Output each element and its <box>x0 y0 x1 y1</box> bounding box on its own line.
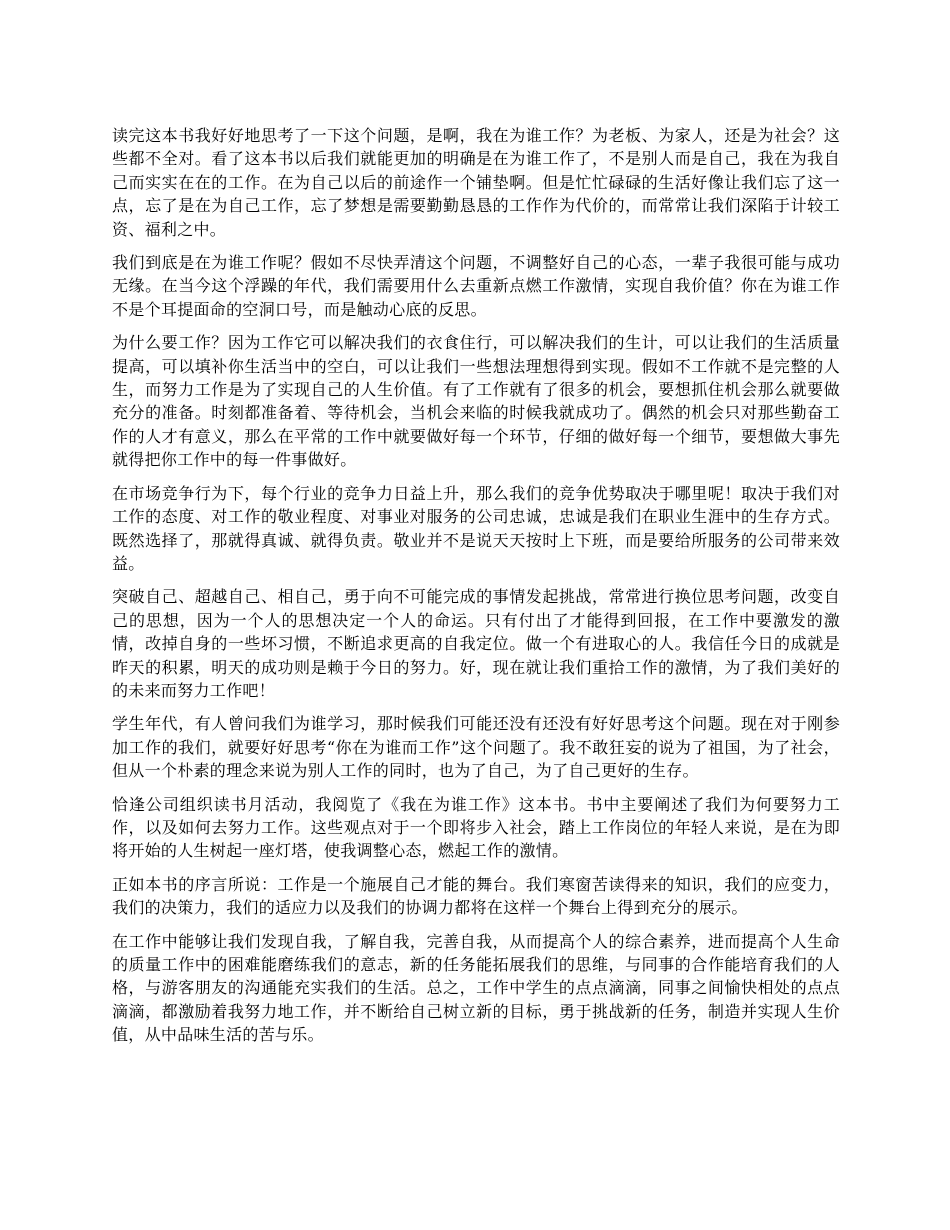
paragraph: 读完这本书我好好地思考了一下这个问题，是啊，我在为谁工作？为老板、为家人，还是为社会？这些都不全对。看了这本书以后我们就能更加的明确是在为谁工作了，不是别人而是自己，我在为我自己而实实在在的工作。在为自己以后的前途作一个铺垫啊。但是忙忙碌碌的生活好像让我们忘了这一点，忘了是在为自己工作，忘了梦想是需要勤勤恳恳的工作作为代价的，而常常让我们深陷于计较工资、福利之中。 <box>112 126 840 239</box>
paragraph: 学生年代，有人曾问我们为谁学习，那时候我们可能还没有还没有好好思考这个问题。现在对于刚参加工作的我们，就要好好思考“你在为谁而工作”这个问题了。我不敢狂妄的说为了祖国，为了社会，但从一个朴素的理念来说为别人工作的同时，也为了自己，为了自己更好的生存。 <box>112 714 840 781</box>
paragraph: 突破自己、超越自己、相自己，勇于向不可能完成的事情发起挑战，常常进行换位思考问题，改变自己的思想，因为一个人的思想决定一个人的命运。只有付出了才能得到回报，在工作中要激发的激情，改掉自身的一些坏习惯，不断追求更高的自我定位。做一个有进取心的人。我信任今日的成就是昨天的积累，明天的成功则是赖于今日的努力。好，现在就让我们重拾工作的激情，为了我们美好的的未来而努力工作吧！ <box>112 587 840 700</box>
paragraph: 在市场竞争行为下，每个行业的竞争力日益上升，那么我们的竞争优势取决于哪里呢！取决于我们对工作的态度、对工作的敬业程度、对事业对服务的公司忠诚，忠诚是我们在职业生涯中的生存方式。既然选择了，那就得真诚、就得负责。敬业并不是说天天按时上下班，而是要给所服务的公司带来效益。 <box>112 483 840 573</box>
document-body <box>112 124 840 1057</box>
paragraph: 我们到底是在为谁工作呢？假如不尽快弄清这个问题，不调整好自己的心态，一辈子我很可能与成功无缘。在当今这个浮躁的年代，我们需要用什么去重新点燃工作激情，实现自我价值？你在为谁工作不是个耳提面命的空洞口号，而是触动心底的反思。 <box>112 253 840 319</box>
paragraph: 正如本书的序言所说：工作是一个施展自己才能的舞台。我们寒窗苦读得来的知识，我们的应变力，我们的决策力，我们的适应力以及我们的协调力都将在这样一个舞台上得到充分的展示。 <box>112 874 840 918</box>
paragraph: 在工作中能够让我们发现自我，了解自我，完善自我，从而提高个人的综合素养，进而提高个人生命的质量工作中的困难能磨练我们的意志，新的任务能拓展我们的思维，与同事的合作能培育我们的人格，与游客朋友的沟通能充实我们的生活。总之，工作中学生的点点滴滴，同事之间愉快相处的点点滴滴，都激励着我努力地工作，并不断给自己树立新的目标，勇于挑战新的任务，制造并实现人生价值，从中品味生活的苦与乐。 <box>112 931 840 1045</box>
paragraph: 为什么要工作？因为工作它可以解决我们的衣食住行，可以解决我们的生计，可以让我们的生活质量提高，可以填补你生活当中的空白，可以让我们一些想法理想得到实现。假如不工作就不是完整的人生，而努力工作是为了实现自己的人生价值。有了工作就有了很多的机会，要想抓住机会那么就要做充分的准备。时刻都准备着、等待机会，当机会来临的时候我就成功了。偶然的机会只对那些勤奋工作的人才有意义，那么在平常的工作中就要做好每一个环节，仔细的做好每一个细节，要想做大事先就得把你工作中的每一件事做好。 <box>112 333 840 470</box>
paragraph: 恰逢公司组织读书月活动，我阅览了《我在为谁工作》这本书。书中主要阐述了我们为何要努力工作，以及如何去努力工作。这些观点对于一个即将步入社会，踏上工作岗位的年轻人来说，是在为即将开始的人生树起一座灯塔，使我调整心态，燃起工作的激情。 <box>112 794 840 861</box>
